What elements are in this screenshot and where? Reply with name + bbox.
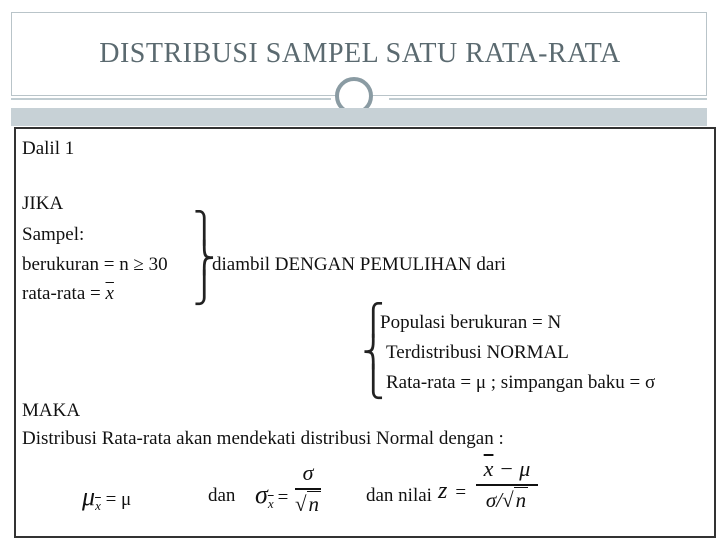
sampling-method-text: diambil DENGAN PEMULIHAN dari	[212, 254, 506, 275]
jika-label: JIKA	[22, 193, 64, 214]
population-size-text: Populasi berukuran = N	[380, 312, 562, 333]
left-brace-bottom: ⎩	[362, 365, 385, 400]
mu-subscript: x	[95, 497, 101, 513]
z-numerator	[482, 456, 533, 482]
sigma-symbol: σ	[255, 480, 268, 509]
sigma-numerator: σ	[302, 460, 314, 485]
mean-equals: = μ	[100, 489, 132, 510]
sample-mean-label: rata-rata =	[22, 283, 106, 304]
z-numerator-rest: − μ	[493, 456, 531, 481]
z-symbol: z	[438, 478, 448, 504]
sample-mean-text	[22, 283, 114, 305]
sigma-denominator: √n	[295, 492, 320, 516]
mu-symbol: μ	[82, 482, 96, 511]
sigma-equals: =	[277, 487, 289, 508]
sample-size-text: berukuran = n ≥ 30	[22, 254, 168, 275]
population-params-text: Rata-rata = μ ; simpangan baku = σ	[386, 372, 656, 393]
z-formula-left	[438, 478, 466, 505]
slide-title: DISTRIBUSI SAMPEL SATU RATA-RATA	[99, 38, 621, 69]
dan-label: dan	[208, 485, 236, 506]
dalil-heading: Dalil 1	[22, 138, 75, 159]
right-brace-bottom: ⎭	[193, 271, 216, 306]
sample-mean-symbol: $\overline{x}$	[105, 283, 114, 304]
sigma-formula-left	[255, 480, 288, 512]
right-brace-top: ⎫	[193, 211, 216, 246]
sigma-subscript: x	[267, 495, 274, 511]
sqrt-n: n	[308, 492, 320, 516]
z-sqrt-n: n	[515, 488, 527, 512]
divider-line-right	[389, 98, 707, 100]
header-band	[11, 108, 707, 126]
sigma-fraction	[295, 460, 321, 517]
maka-label: MAKA	[22, 400, 81, 421]
z-denominator: σ/√n	[485, 488, 527, 512]
dan-nilai-label: dan nilai	[366, 485, 432, 506]
left-brace-top: ⎧	[362, 303, 385, 338]
z-denominator-sigma: σ/	[485, 488, 503, 512]
divider-line-left	[11, 98, 331, 100]
population-distribution-text: Terdistribusi NORMAL	[386, 342, 569, 363]
sampel-label: Sampel:	[22, 224, 85, 245]
z-fraction-bar	[476, 484, 538, 486]
mean-formula	[82, 482, 131, 514]
z-numerator-xbar: $\overline{x}$	[483, 456, 494, 481]
left-brace-mid: ⎨	[362, 335, 385, 370]
conclusion-text: Distribusi Rata-rata akan mendekati distribusi Normal dengan :	[22, 428, 504, 449]
right-brace-mid: ⎬	[193, 241, 216, 276]
z-equals: =	[455, 482, 467, 503]
fraction-bar	[295, 488, 321, 490]
z-fraction	[476, 456, 538, 513]
